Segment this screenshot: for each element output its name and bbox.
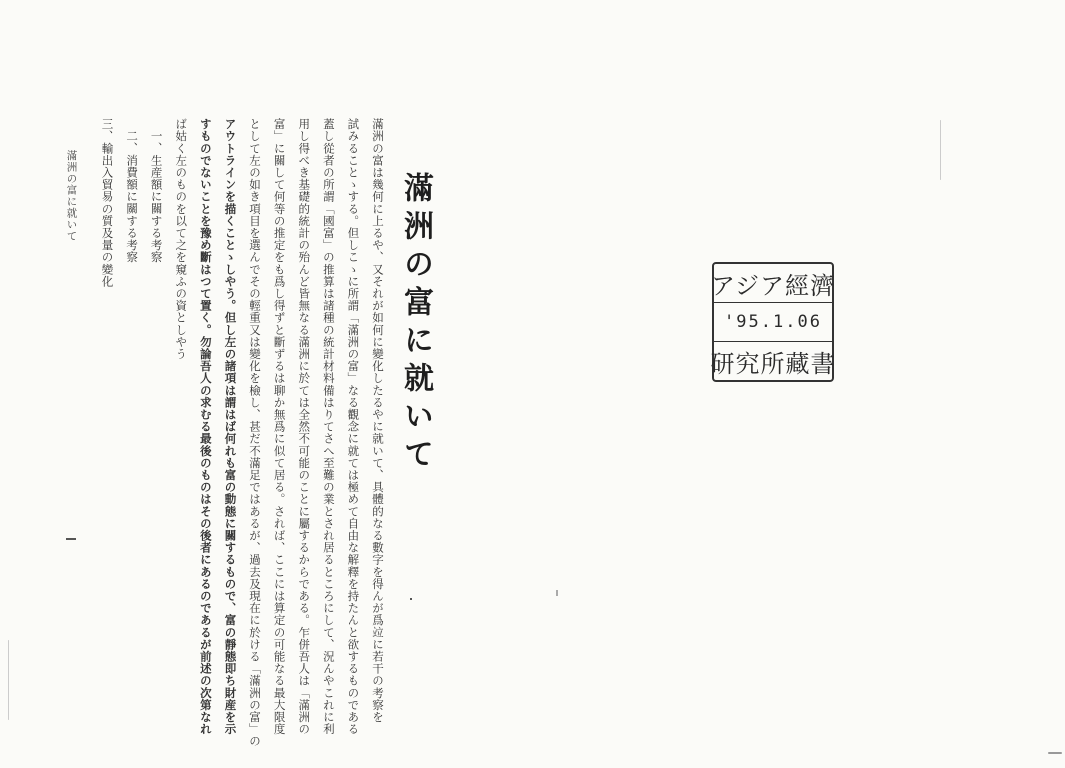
paragraph-line: すものでないことを豫め斷はつて置く。勿論吾人の求むる最後のものはその後者にあるのであるが前述の次第なれ — [198, 118, 213, 736]
page-title: 滿洲の富に就いて — [398, 172, 433, 476]
stamp-collection: 研究所藏書 — [710, 349, 836, 378]
paragraph-line: 富」に關して何等の推定をも爲し得ずと斷ずるは聊か無爲に似て居る。されば、ここには算定の可能なる最大限度 — [272, 118, 287, 736]
paragraph-line: アウトラインを描くことゝしやう。但し左の諸項は謂はば何れも富の動態に關するもので、富の靜態即ち財産を示 — [223, 118, 238, 736]
stamp-date: '95.1.06 — [714, 303, 832, 342]
page-mark — [556, 590, 558, 596]
page-mark — [8, 640, 9, 720]
library-stamp — [712, 262, 834, 382]
paragraph-line: 用し得べき基礎的統計の殆んど皆無なる滿洲に於ては全然不可能のことに屬するからである。乍併吾人は「滿洲の — [297, 118, 312, 736]
paragraph-line: 蓋し從者の所謂「國富」の推算は諸種の統計材料備はりてさへ至難の業とされ居るところにして、況んやこれに利 — [321, 118, 336, 736]
page-mark — [66, 538, 76, 540]
paragraph-line: として左の如き項目を選んでその輕重又は變化を檢し、甚だ不滿足ではあるが、過去及現在に於ける「滿洲の富」の — [248, 118, 263, 748]
running-footer: 滿洲の富に就いて — [65, 150, 78, 242]
paragraph-line: 試みることゝする。但しこゝに所謂「滿洲の富」なる觀念に就ては極めて自由な解釋を持たんと欲するものである — [346, 118, 361, 736]
paragraph-line: ば姑く左のものを以て之を窺ふの資としやう — [174, 118, 189, 360]
paragraph-line: 滿洲の富は幾何に上るや、又それが如何に變化したるやに就いて、具體的なる數字を得んが爲竝に若干の考察を — [371, 118, 385, 723]
page-mark — [410, 598, 412, 600]
page-mark — [940, 120, 941, 180]
list-item: 三、輸出入貿易の質及量の變化 — [100, 118, 115, 288]
stamp-institution: アジア經濟 — [714, 264, 832, 303]
body-text — [100, 118, 390, 748]
list-item: 一、生産額に關する考察 — [149, 130, 164, 264]
page-mark — [1048, 752, 1062, 754]
list-item: 二、消費額に關する考察 — [125, 130, 140, 264]
